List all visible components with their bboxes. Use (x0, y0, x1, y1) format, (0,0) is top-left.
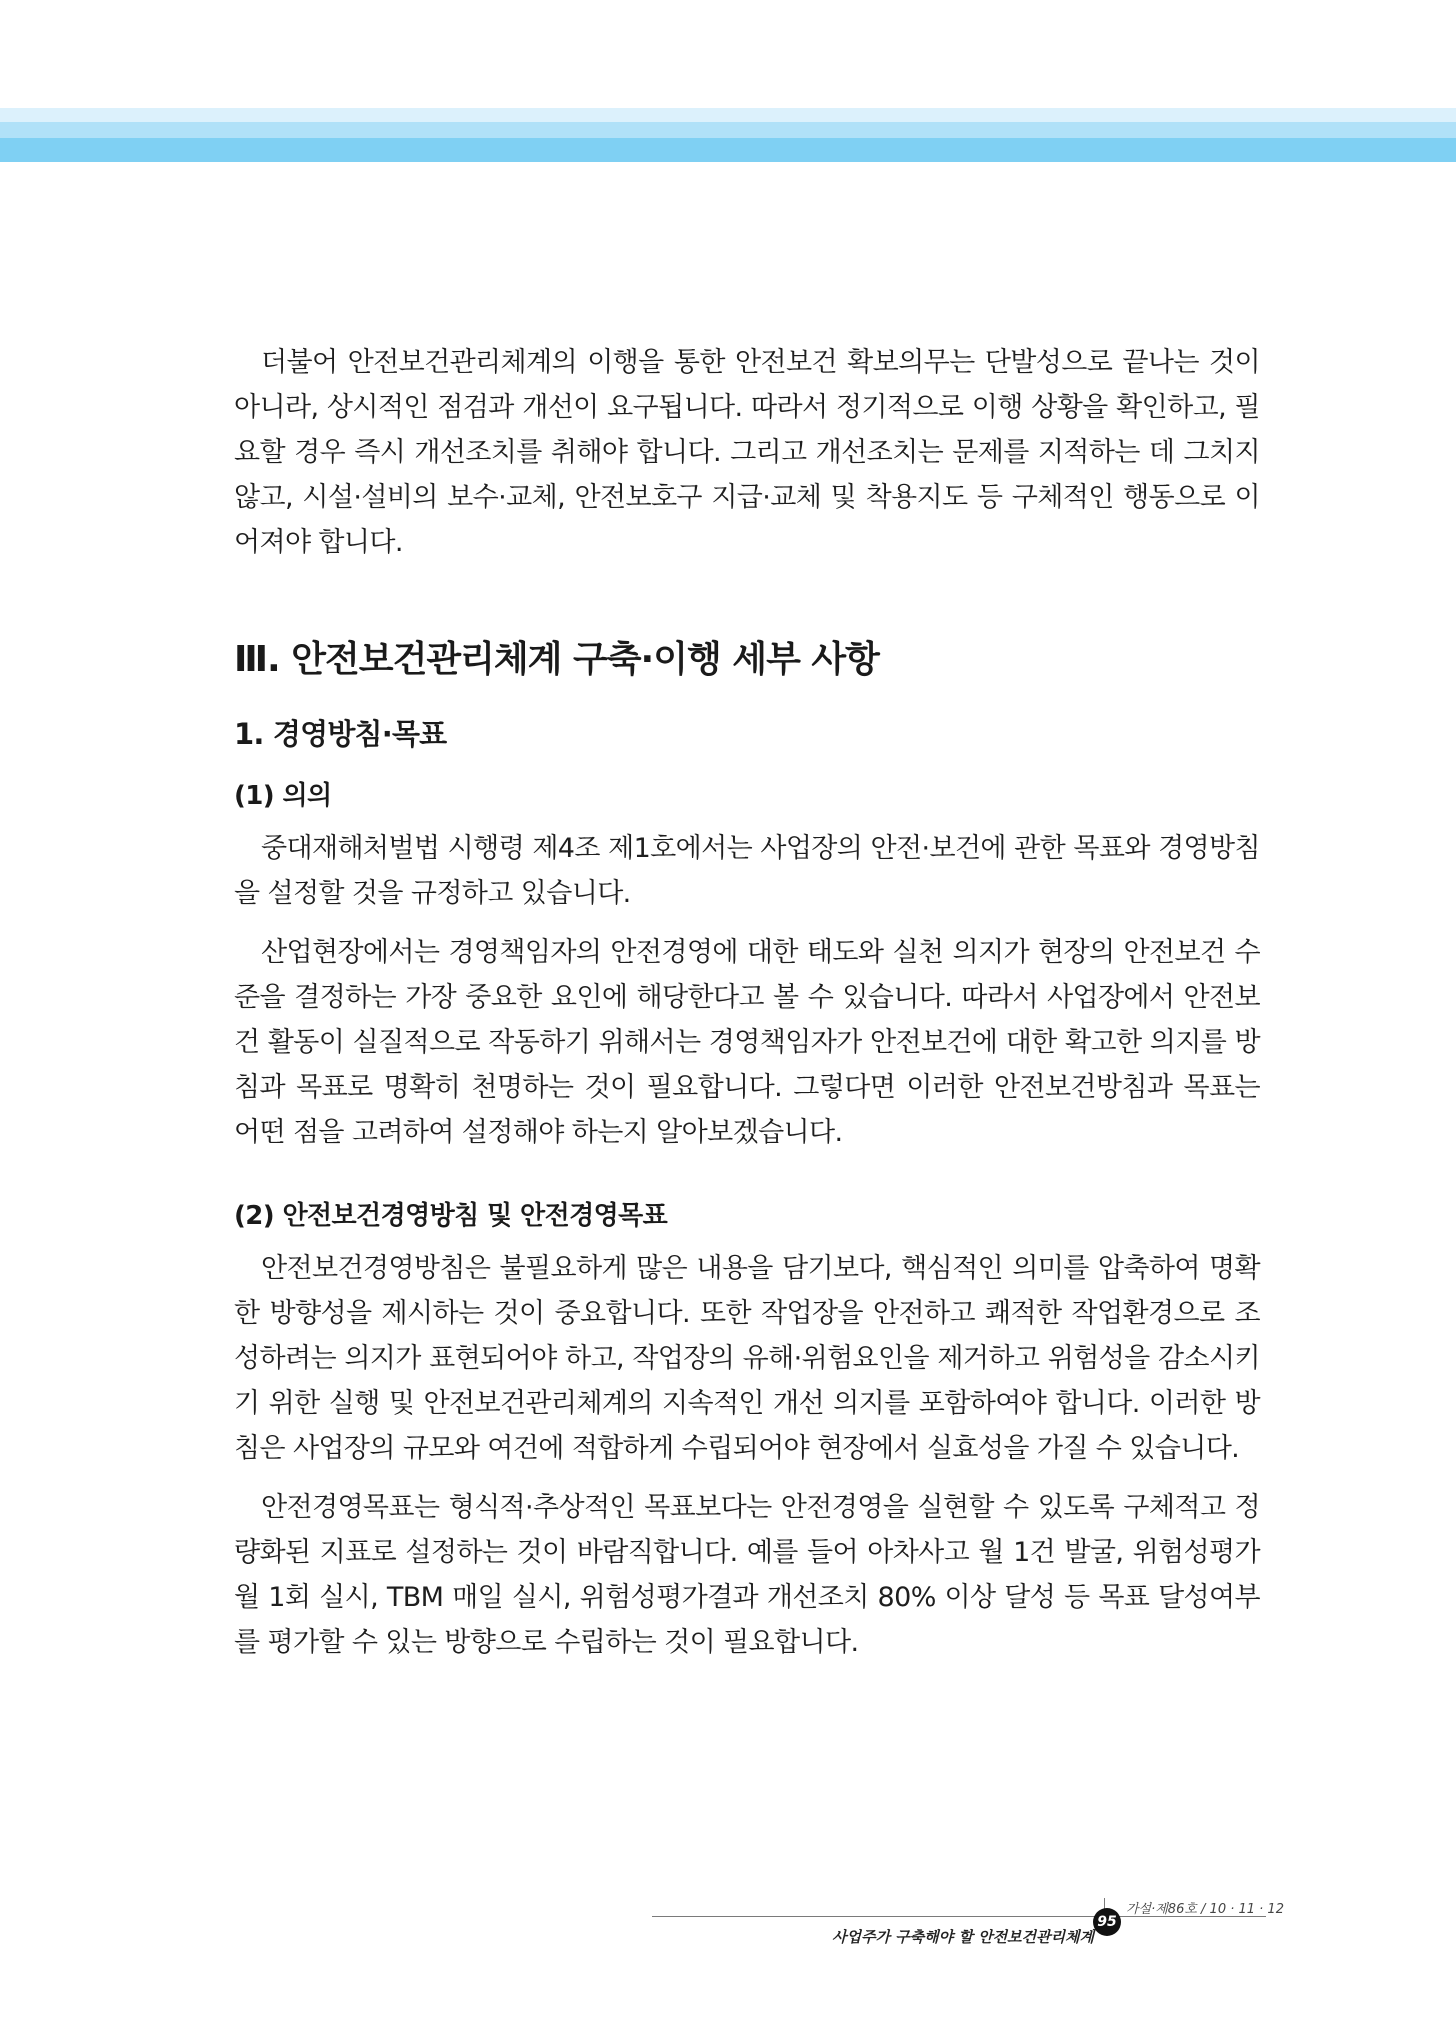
intro-paragraph: 더불어 안전보건관리체계의 이행을 통한 안전보건 확보의무는 단발성으로 끝나는 것이 아니라, 상시적인 점검과 개선이 요구됩니다. 따라서 정기적으로 이행 상황을 확인하고, 필요할 경우 즉시 개선조치를 취해야 합니다. 그리고 개선조치는 문제를 지적하는 데 그치지 않고, 시설·설비의 보수·교체, 안전보호구 지급·교체 및 착용지도 등 구체적인 행동으로 이어져야 합니다. (234, 347, 1260, 558)
header-band-dark (0, 138, 1456, 162)
subsection-title: 1. 경영방침·목표 (234, 717, 447, 751)
header-band-mid (0, 122, 1456, 138)
body-paragraph: 안전경영목표는 형식적·추상적인 목표보다는 안전경영을 실현할 수 있도록 구체적고 정량화된 지표로 설정하는 것이 바람직합니다. 예를 들어 아차사고 월 1건 발굴, 위험성평가 월 1회 실시, TBM 매일 실시, 위험성평가결과 개선조치 80% 이상 달성 등 목표 달성여부를 평가할 수 있는 방향으로 수립하는 것이 필요합니다. (234, 1492, 1260, 1658)
section-title: Ⅲ. 안전보건관리체계 구축·이행 세부 사항 (234, 639, 879, 680)
body-paragraph: 중대재해처벌법 시행령 제4조 제1호에서는 사업장의 안전·보건에 관한 목표와 경영방침을 설정할 것을 규정하고 있습니다. (234, 833, 1260, 909)
running-title: 사업주가 구축해야 할 안전보건관리체계 (832, 1928, 1094, 1946)
body-paragraph: 안전보건경영방침은 불필요하게 많은 내용을 담기보다, 핵심적인 의미를 압축하여 명확한 방향성을 제시하는 것이 중요합니다. 또한 작업장을 안전하고 쾌적한 작업환경으로 조성하려는 의지가 표현되어야 하고, 작업장의 유해·위험요인을 제거하고 위험성을 감소시키기 위한 실행 및 안전보건관리체계의 지속적인 개선 의지를 포함하여야 합니다. 이러한 방침은 사업장의 규모와 여건에 적합하게 수립되어야 현장에서 실효성을 가질 수 있습니다. (234, 1253, 1260, 1464)
body-paragraph: 산업현장에서는 경영책임자의 안전경영에 대한 태도와 실천 의지가 현장의 안전보건 수준을 결정하는 가장 중요한 요인에 해당한다고 볼 수 있습니다. 따라서 사업장에서 안전보건 활동이 실질적으로 작동하기 위해서는 경영책임자가 안전보건에 대한 확고한 의지를 방침과 목표로 명확히 천명하는 것이 필요합니다. 그렇다면 이러한 안전보건방침과 목표는 어떤 점을 고려하여 설정해야 하는지 알아보겠습니다. (234, 937, 1260, 1148)
header-band-light (0, 108, 1456, 122)
page-number-badge: 95 (1093, 1908, 1121, 1936)
item-heading-policy-goals: (2) 안전보건경영방침 및 안전경영목표 (234, 1201, 668, 1231)
page-content (234, 340, 1260, 1679)
issue-info: 가설·제86호 / 10 · 11 · 12 (1126, 1902, 1284, 1917)
item-heading-meaning: (1) 의의 (234, 781, 332, 811)
